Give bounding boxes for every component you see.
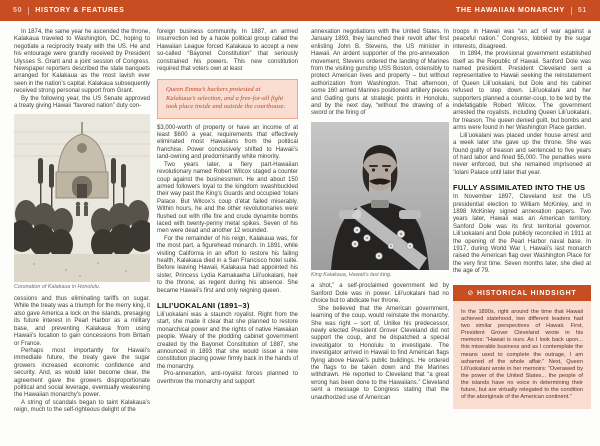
engraving-caption: Coronation of Kalakaua in Honolulu. xyxy=(14,284,101,291)
body-paragraph: annexation negotiations with the United States. In January 1893, they launched their revolt after first enlisting John B. Stevens, the US minister in Hawaii. An ardent supporter of the pro-annexation movement, Stevens ordered the landing of Marines from the visiting gunship USS Boston, ostensibly to protect American lives and property – but without authorization from Washington. That afternoon, some 160 armed Marines positioned artillery pieces and Gatling guns at strategic points in Honolulu, and by the next day, “without the drawing of a sword or the firing of xyxy=(311,29,449,117)
header-divider-right xyxy=(571,7,572,15)
body-paragraph: Lili’uokalani was placed under house arrest and a week later she gave up the throne. She was found guilty of treason and sentenced to five years of hard labor and fined $5,000. The penalties were never enforced, but she remained imprisoned at ‘Iolani Palace until later that year. xyxy=(453,132,591,176)
body-paragraph: a shot,” a self-proclaimed government led by Sanford Dole was in power. Lili’uokalani had no choice but to abdicate her throne. xyxy=(311,283,449,305)
body-paragraph: In 1874, the same year he ascended the throne, Kalakaua traveled to Washington, DC, hoping to negotiate a reciprocity treaty with the US. He and his entourage were grandly received by President Ulysses S. Grant and a joint session of Congress. Newspaper reporters described the state banquets arranged for Kalakaua as the most lavish ever seen in the nation’s capital. Kalakaua subsequently received strong personal support from Grant. xyxy=(14,29,150,95)
header-divider-left xyxy=(28,7,29,15)
kalakaua-portrait-figure xyxy=(311,122,449,279)
body-paragraph: In November 1897, Cleveland lost the US presidential election to William McKinley, and in 1898 McKinley signed annexation papers. Two years later, Hawaii was an American territory. Sanford Dole was its first territorial governor. Lili’uokalani and Dole publicly reconciled in 1911 at the opening of the Pearl Harbor naval base. In 1917, during World War I, Hawaii’s last monarch raised the American flag over Washington Place for the very first time. Seven months later, she died at the age of 79. xyxy=(453,194,591,275)
body-paragraph: In 1894, the provisional government established itself as the Republic of Hawaii. Sanford Dole was named president. President Cleveland sent a representative to Hawaii seeking the reinstatement of Queen Lili’uokalani, but Dole and his cabinet refused to step down. Lili’uokalani and her supporters planned a counter-coup, to be led by the indefatigable Robert Wilcox. The government arrested the royalists, including Queen Lili’uokalani, for treason. The queen denied guilt, but bombs and arms were found in her Washington Place garden. xyxy=(453,51,591,132)
coronation-engraving-figure xyxy=(14,114,150,291)
body-paragraph: troops in Hawaii was “an act of war against a peaceful nation.” Congress, lobbied by the sugar interests, disagreed. xyxy=(453,29,591,50)
pull-quote: Queen Emma’s backers protested at Kalakaua’s selection, and a free-for-all fight took place inside and outside the courthouse. xyxy=(157,79,298,118)
body-paragraph: cessions and thus eliminating tariffs on sugar. While the treaty was a triumph for the merry king, it also gave America a lock on the islands, presaging its future interest in Pearl Harbor as a military base, and preventing Kalakaua from using Hawaii’s location to gain concessions from Britain or France. xyxy=(14,296,150,347)
page-number-left: 50 xyxy=(13,7,23,14)
section-heading-liliuokalani: LILI’UOKALANI (1891–3) xyxy=(157,301,250,310)
hindsight-title: HISTORICAL HINDSIGHT xyxy=(477,289,577,297)
section-title-left: HISTORY & FEATURES xyxy=(35,7,125,14)
body-paragraph: Pro-annexation, anti-royalist forces planned to overthrow the monarchy and support xyxy=(157,371,298,385)
body-paragraph: She believed that the American government, learning of the coup, would reinstate the monarchy. She was right – sort of. Unlike his predecessor, newly elected President Grover Cleveland did not support the coup, and he dispatched a special investigator to Honolulu to investigate. The investigator arrived in Hawaii to find American flags flying above Hawaii’s public buildings. He ordered the flags to be taken down and the Marines withdrawn. He reported to Cleveland that “a great wrong has been done to the Hawaiians.” Cleveland sent a message to Congress stating that the unauthorized use of American xyxy=(311,305,449,401)
body-paragraph: Two years later, a fiery part-Hawaiian revolutionary named Robert Wilcox staged a counter coup against the businessmen. He and about 150 armed followers loyal to the kingdom swashbuckled their way past the King’s Guards and occupied ‘Iolani Palace. But Wilcox’s coup d’état failed miserably. Within hours, he and the other revolutionaries were flushed out with rifle fire and crude dynamite bombs laced with twenty-penny metal spikes. Seven of his men were dead and another 12 wounded. xyxy=(157,161,298,235)
body-paragraph: By the following year, the US Senate approved a treaty giving Hawaii “favored nation” duty con- xyxy=(14,95,150,110)
body-paragraph: For the remainder of his reign, Kalakaua was, for the most part, a figurehead monarch. In 1891, while visiting California in an effort to restore his failing health, Kalakaua died in a San Francisco hotel suite. Before leaving Hawaii, Kalakaua had appointed his sister, Princess Lydia Kamakaeha Lili’uokalani, heir to the throne, as regent during his absence. She became Hawaii’s first and only reigning queen. xyxy=(157,235,298,294)
right-page-column-1 xyxy=(311,29,449,402)
hindsight-body: In the 1890s, right around the time that Hawaii achieved statehood, two different leaders had two similar perspectives of Hawaii. First, President Grover Cleveland wrote in his memoirs: “Hawaii is ours. As I look back upon... this miserable business and as I contemplate the means used to complete the outrage, I am ashamed of the whole affair.” Next, Queen Lili’uokalani wrote in her memoirs: “Overawed by the power of the United States... the people of the islands have no voice in determining their future, but are virtually relegated to the condition of the aboriginals of the American continent.” xyxy=(453,301,591,409)
body-paragraph: Perhaps most importantly for Hawaii’s immediate future, the treaty gave the sugar growers increased economic confidence and security. And, as would later become clear, the agreement gave the growers disproportionate political and social leverage, eventually weakening the Hawaiian monarchy’s power. xyxy=(14,347,150,399)
body-paragraph: A string of scandals began to taint Kalakaua’s reign, much to the self-righteous delight of the xyxy=(14,399,150,414)
body-paragraph: foreign business community. In 1887, an armed insurrection led by a haole political group called the Hawaiian League forced Kalakaua to accept a new so-called “Bayonet Constitution” that seriously constrained his powers. This new constitution required that voters own at least xyxy=(157,29,298,73)
kalakaua-portrait-image xyxy=(311,122,449,270)
header-left xyxy=(13,7,125,15)
right-page-column-2 xyxy=(453,29,591,409)
header-right xyxy=(456,7,587,15)
section-title-right: THE HAWAIIAN MONARCHY xyxy=(456,7,565,14)
coronation-engraving-image xyxy=(14,114,150,282)
left-page-column-1 xyxy=(14,29,150,415)
page-number-right: 51 xyxy=(577,7,587,14)
hindsight-box xyxy=(453,285,591,410)
body-paragraph: Lili’uokalani was a staunch royalist. Right from the start, she made it clear that she planned to restore monarchical power and the rights of native Hawaiian people. Weary of the plodding cabinet government created by the Bayonet Constitution of 1887, she announced in 1893 that she would issue a new constitution placing power firmly back in the hands of the monarchy. xyxy=(157,312,298,370)
hindsight-icon: ⊘ xyxy=(467,289,474,297)
left-page-column-2 xyxy=(157,29,298,386)
body-paragraph: $3,000-worth of property or have an income of at least $600 a year, requirements that effectively eliminated most Hawaiians from the political franchise. Power conclusively shifted to Hawaii’s land-owning and predominantly white minority. xyxy=(157,124,298,161)
portrait-caption: King Kalakaua, Hawaii’s last king. xyxy=(311,271,392,278)
hindsight-header xyxy=(453,285,591,301)
page-header-bar xyxy=(0,0,600,21)
section-heading-assimilated: FULLY ASSIMILATED INTO THE US xyxy=(453,183,586,193)
